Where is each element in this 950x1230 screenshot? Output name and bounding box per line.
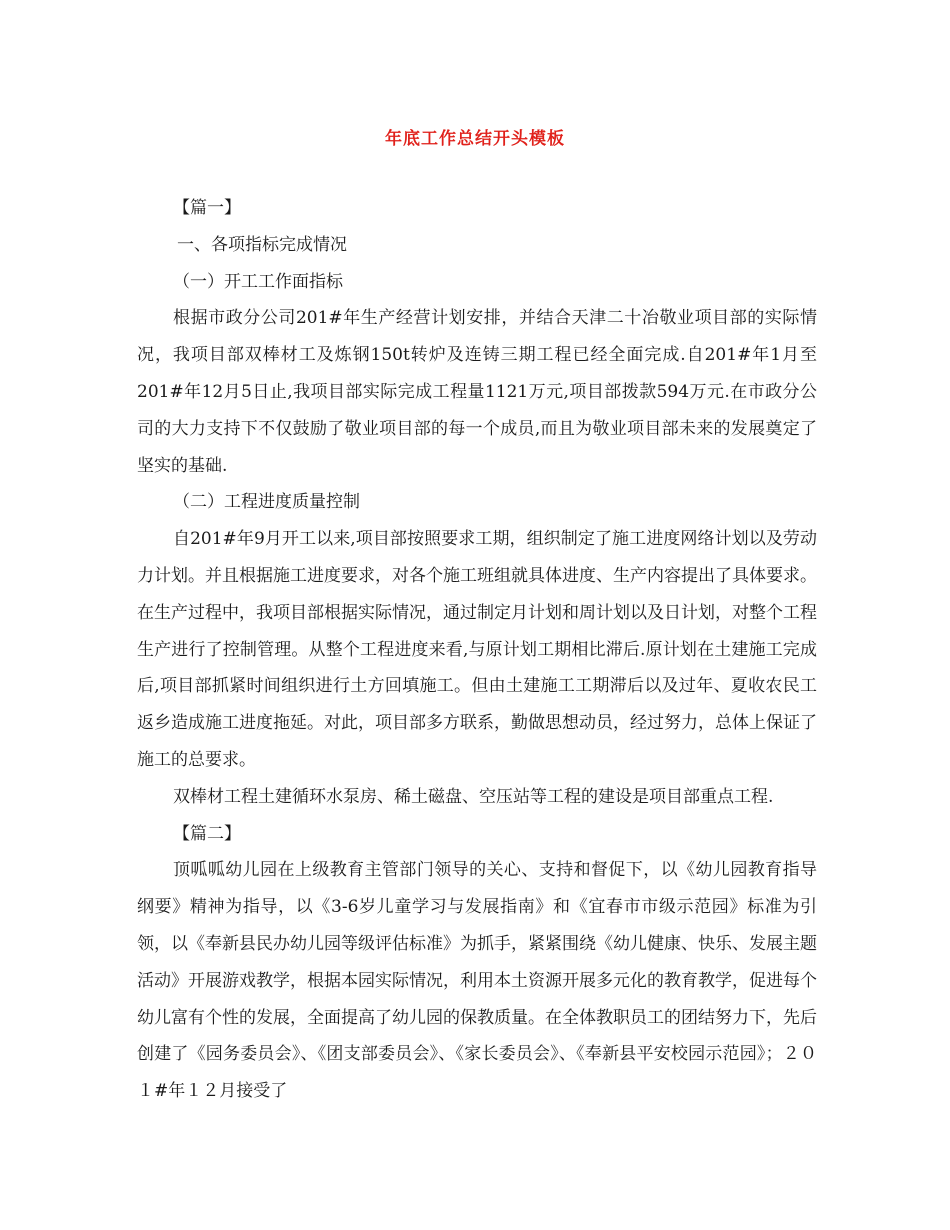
document-title: 年底工作总结开头模板	[385, 129, 565, 149]
section-marker-1: 【篇一】	[173, 198, 241, 218]
paragraph-kindergarten: 顶呱呱幼儿园在上级教育主管部门领导的关心、支持和督促下，以《幼儿园教育指导纲要》精神为指导，以《3-6岁儿童学习与发展指南》和《宜春市市级示范园》标准为引领，以《奉新县民办幼儿园等级评估标准》为抓手，紧紧围绕《幼儿健康、快乐、发展主题活动》开展游戏教学，根据本园实际情况，利用本土资源开展多元化的教育教学，促进每个幼儿富有个性的发展，全面提高了幼儿园的保教质量。在全体教职员工的团结努力下，先后创建了《园务委员会》、《团支部委员会》、《家长委员会》、《奉新县平安校园示范园》；２０１#年１２月接受了	[137, 860, 817, 1102]
document-body	[137, 190, 817, 1110]
paragraph-key-project: 双棒材工程土建循环水泵房、稀土磁盘、空压站等工程的建设是项目部重点工程.	[173, 786, 774, 807]
paragraph-plan: 根据市政分公司201#年生产经营计划安排，并结合天津二十冶敬业项目部的实际情况，我项目部双棒材工及炼钢150t转炉及连铸三期工程已经全面完成.自201#年1月至201#年12月5日止,我项目部实际完成工程量1121万元,项目部拨款594万元.在市政分公司的大力支持下不仅鼓励了敬业项目部的每一个成员,而且为敬业项目部未来的发展奠定了坚实的基础.	[137, 308, 817, 476]
section-marker-2: 【篇二】	[173, 823, 241, 844]
heading-indicators: 一、各项指标完成情况	[177, 234, 347, 255]
subheading-workface: （一）开工工作面指标	[173, 271, 343, 292]
paragraph-progress: 自201#年9月开工以来,项目部按照要求工期，组织制定了施工进度网络计划以及劳动力计划。并且根据施工进度要求，对各个施工班组就具体进度、生产内容提出了具体要求。在生产过程中，我项目部根据实际情况，通过制定月计划和周计划以及日计划，对整个工程生产进行了控制管理。从整个工程进度来看,与原计划工期相比滞后.原计划在土建施工完成后,项目部抓紧时间组织进行土方回填施工。但由土建施工工期滞后以及过年、夏收农民工返乡造成施工进度拖延。对此，项目部多方联系，勤做思想动员，经过努力，总体上保证了施工的总要求。	[137, 529, 817, 770]
subheading-progress-quality: （二）工程进度质量控制	[173, 492, 360, 513]
